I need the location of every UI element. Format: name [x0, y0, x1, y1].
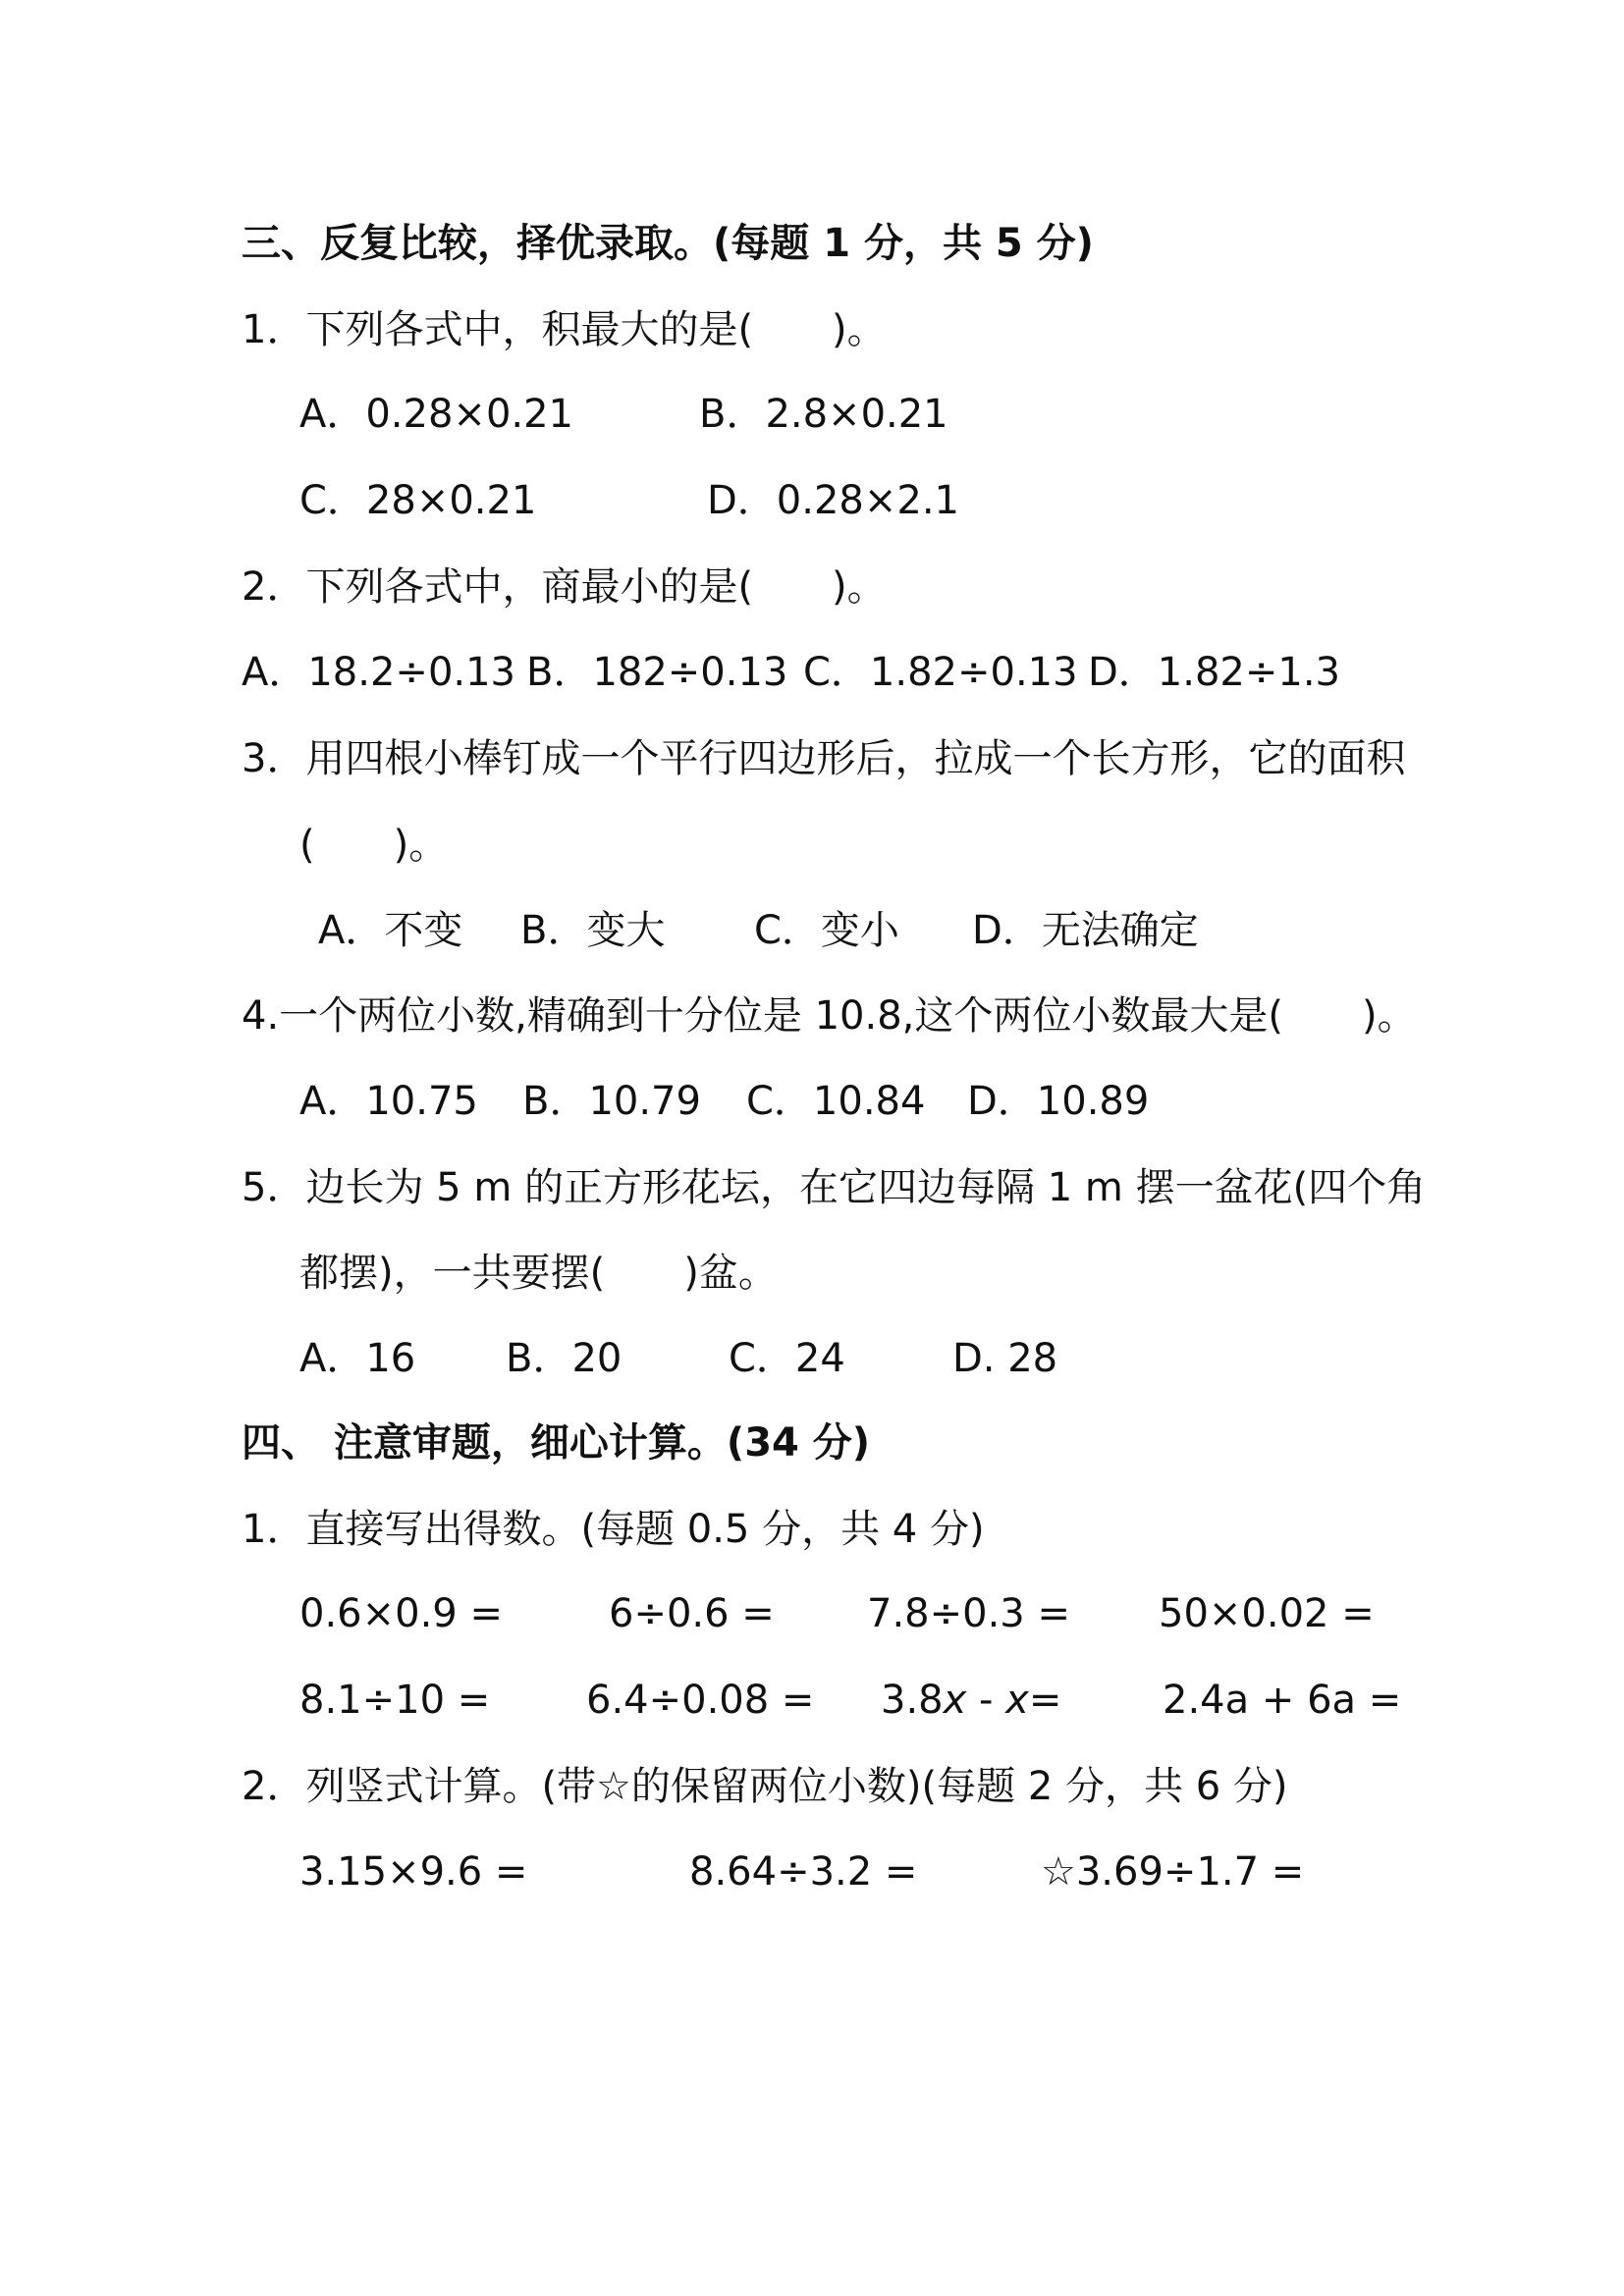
oral-calc-1: 0.6×0.9 =	[299, 1591, 503, 1636]
question-4-option-a: A．10.75	[299, 1079, 478, 1124]
question-3-option-a: A．不变	[318, 908, 463, 953]
question-1-option-c: C．28×0.21	[299, 478, 537, 523]
question-2-option-c: C．1.82÷0.13	[803, 650, 1078, 695]
question-5-stem-line-1: 5．边长为 5 m 的正方形花坛，在它四边每隔 1 m 摆一盆花(四个角	[242, 1165, 1427, 1210]
question-1-stem: 1．下列各式中，积最大的是( )。	[242, 307, 887, 352]
question-1-option-a: A．0.28×0.21	[299, 392, 574, 437]
minus-sign: -	[966, 1678, 1006, 1723]
question-4-stem: 4.一个两位小数,精确到十分位是 10.8,这个两位小数最大是( )。	[242, 993, 1417, 1039]
question-2-option-a: A．18.2÷0.13	[242, 650, 516, 695]
question-3-option-b: B．变大	[520, 908, 666, 953]
part-1-stem: 1．直接写出得数。(每题 0.5 分，共 4 分)	[242, 1507, 985, 1552]
question-3-stem-line-2: ( )。	[299, 823, 449, 868]
question-4-option-b: B．10.79	[522, 1079, 701, 1124]
section-3-heading: 三、反复比较，择优录取。(每题 1 分，共 5 分)	[242, 221, 1094, 266]
question-5-option-a: A．16	[299, 1336, 416, 1381]
question-5-option-d: D. 28	[952, 1336, 1058, 1381]
question-1-option-d: D．0.28×2.1	[707, 478, 959, 523]
question-3-option-d: D．无法确定	[972, 908, 1199, 953]
oral-calc-7	[881, 1678, 1062, 1723]
section-4-heading: 四、 注意审题，细心计算。(34 分)	[242, 1420, 871, 1466]
question-5-option-b: B．20	[506, 1336, 623, 1381]
vertical-calc-2: 8.64÷3.2 =	[689, 1849, 918, 1895]
question-5-option-c: C．24	[729, 1336, 845, 1381]
question-2-option-b: B．182÷0.13	[526, 650, 788, 695]
part-2-stem: 2．列竖式计算。(带☆的保留两位小数)(每题 2 分，共 6 分)	[242, 1764, 1288, 1809]
question-3-option-c: C．变小	[754, 908, 899, 953]
oral-calc-7-coefficient: 3.8	[881, 1678, 944, 1723]
question-4-option-c: C．10.84	[746, 1079, 926, 1124]
question-1-option-b: B．2.8×0.21	[699, 392, 948, 437]
oral-calc-3: 7.8÷0.3 =	[867, 1591, 1070, 1636]
oral-calc-4: 50×0.02 =	[1159, 1591, 1375, 1636]
question-4-option-d: D．10.89	[967, 1079, 1150, 1124]
question-5-stem-line-2: 都摆)，一共要摆( )盆。	[299, 1251, 778, 1296]
question-3-stem-line-1: 3．用四根小棒钉成一个平行四边形后，拉成一个长方形，它的面积	[242, 736, 1406, 781]
oral-calc-5: 8.1÷10 =	[299, 1678, 491, 1723]
question-2-stem: 2．下列各式中，商最小的是( )。	[242, 564, 887, 610]
oral-calc-2: 6÷0.6 =	[609, 1591, 775, 1636]
vertical-calc-1: 3.15×9.6 =	[299, 1849, 528, 1895]
variable-x: x	[943, 1678, 967, 1723]
vertical-calc-3: ☆3.69÷1.7 =	[1041, 1849, 1305, 1895]
equals-sign: =	[1028, 1678, 1062, 1723]
variable-x: x	[1005, 1678, 1029, 1723]
question-2-option-d: D．1.82÷1.3	[1088, 650, 1340, 695]
oral-calc-8: 2.4a + 6a =	[1163, 1678, 1402, 1723]
oral-calc-6: 6.4÷0.08 =	[586, 1678, 815, 1723]
